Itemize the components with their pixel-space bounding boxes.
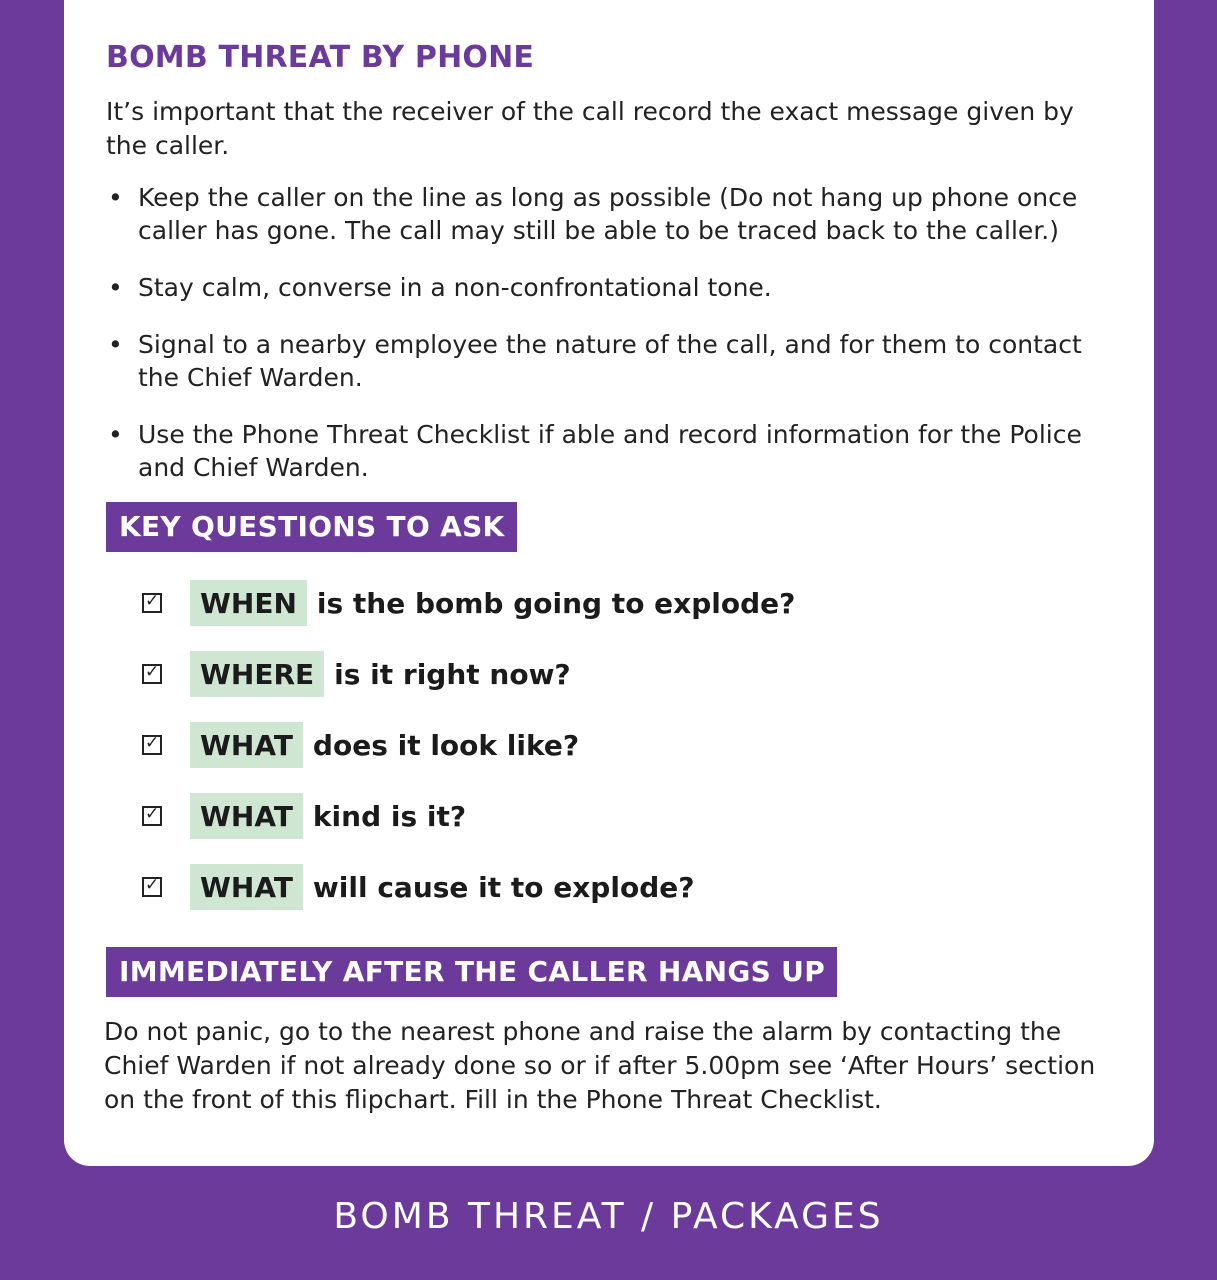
after-call-paragraph: Do not panic, go to the nearest phone and raise the alarm by contacting the Chief Warden if not already done so or if after 5.00pm see ‘After Hours’ section on the front of this flipchart. Fill in the Phone Threat Checklist.	[104, 1017, 1096, 1114]
question-keyword: WHAT	[190, 793, 303, 839]
question-keyword: WHERE	[190, 651, 324, 697]
question-keyword: WHEN	[190, 580, 307, 626]
bullet-text: Use the Phone Threat Checklist if able and record information for the Police and Chief Warden.	[138, 420, 1082, 482]
after-call-heading: IMMEDIATELY AFTER THE CALLER HANGS UP	[106, 947, 837, 997]
instruction-list	[106, 181, 1106, 484]
question-keyword: WHAT	[190, 864, 303, 910]
list-item	[106, 328, 1106, 394]
question-row	[106, 580, 1106, 626]
question-row	[106, 722, 1106, 768]
footer-title: BOMB THREAT / PACKAGES	[333, 1196, 884, 1237]
intro-paragraph: It’s important that the receiver of the call record the exact message given by the caller.	[106, 97, 1074, 160]
checkbox-checked-icon: ✓	[142, 806, 162, 826]
checkbox-checked-icon: ✓	[142, 664, 162, 684]
questions-list	[106, 580, 1106, 910]
page-title: BOMB THREAT BY PHONE	[106, 40, 535, 75]
checkbox-checked-icon: ✓	[142, 877, 162, 897]
content-area	[106, 40, 1106, 1117]
checkbox-checked-icon: ✓	[142, 735, 162, 755]
question-row	[106, 864, 1106, 910]
question-text: is it right now?	[334, 657, 571, 691]
question-text: does it look like?	[312, 728, 580, 762]
question-text: is the bomb going to explode?	[316, 586, 796, 620]
bullet-icon: •	[108, 183, 123, 212]
content-card	[64, 0, 1154, 1166]
bullet-text: Stay calm, converse in a non-confrontational tone.	[138, 273, 772, 302]
list-item	[106, 271, 1106, 304]
question-text: kind is it?	[312, 799, 467, 833]
list-item	[106, 418, 1106, 484]
bullet-icon: •	[108, 420, 123, 449]
bullet-icon: •	[108, 330, 123, 359]
key-questions-heading: KEY QUESTIONS TO ASK	[106, 502, 517, 552]
question-keyword: WHAT	[190, 722, 303, 768]
checkbox-checked-icon: ✓	[142, 593, 162, 613]
bullet-text: Keep the caller on the line as long as possible (Do not hang up phone once caller has gone. The call may still be able to be traced back to the caller.)	[138, 183, 1078, 245]
question-row	[106, 793, 1106, 839]
question-row	[106, 651, 1106, 697]
bullet-icon: •	[108, 273, 123, 302]
list-item	[106, 181, 1106, 247]
bullet-text: Signal to a nearby employee the nature of the call, and for them to contact the Chief Warden.	[138, 330, 1082, 392]
question-text: will cause it to explode?	[312, 870, 695, 904]
